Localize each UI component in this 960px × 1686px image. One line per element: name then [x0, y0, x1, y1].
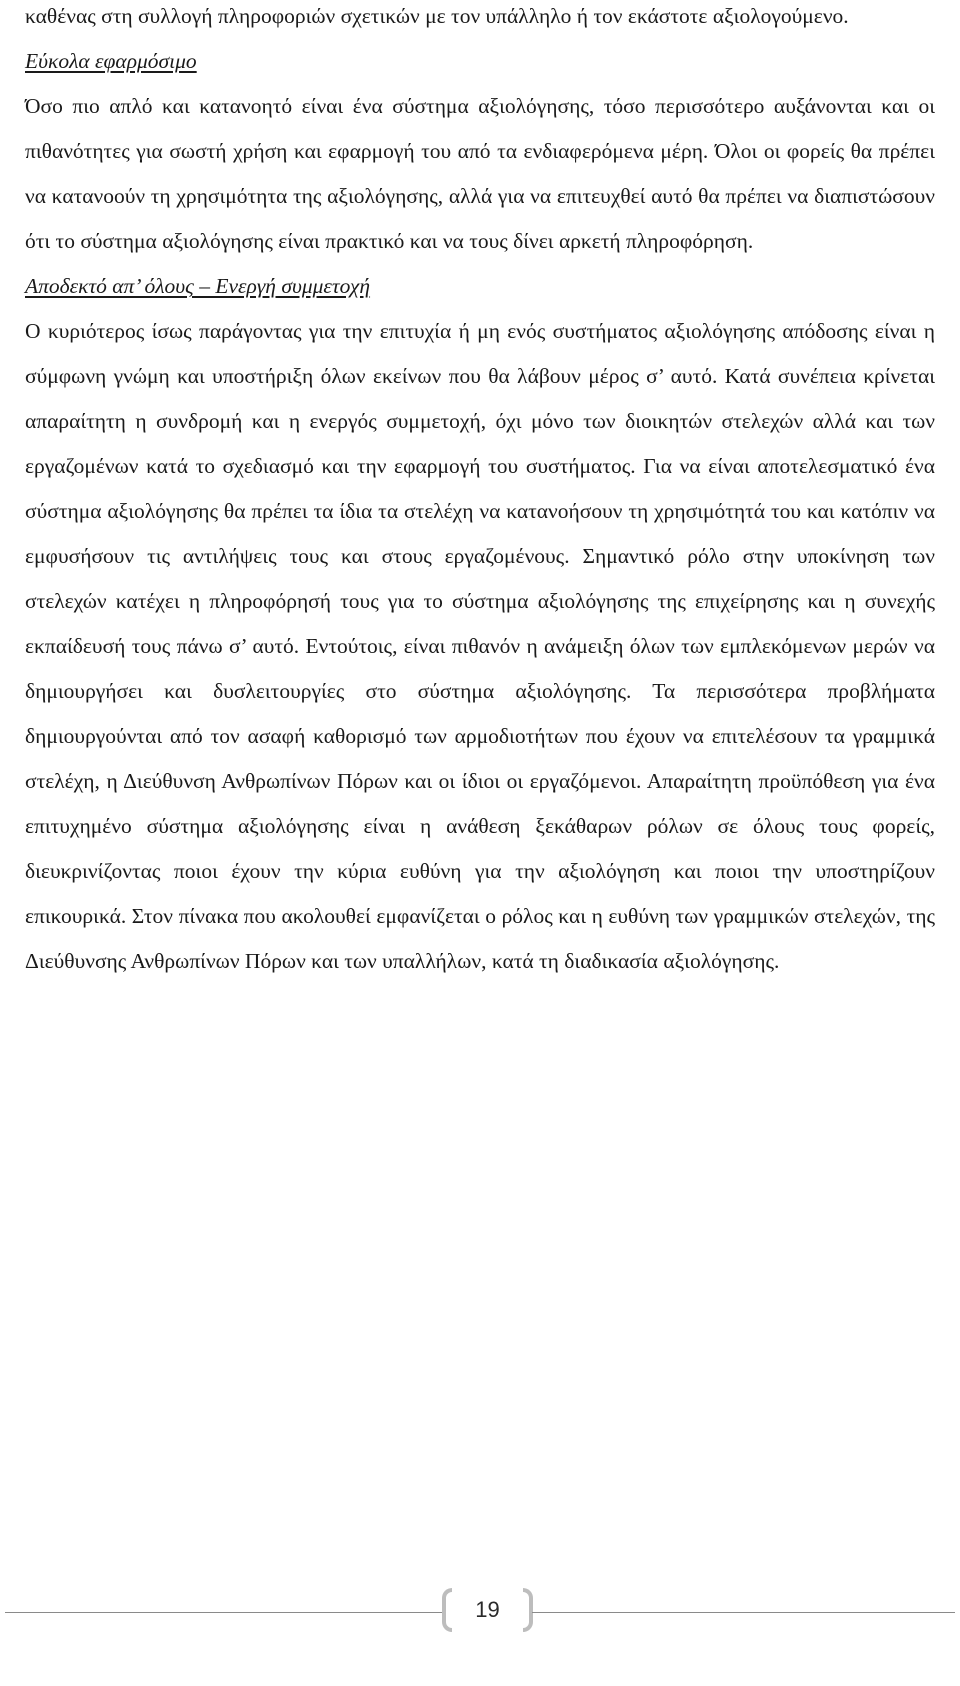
- right-bracket-icon: [523, 1588, 533, 1632]
- easy-to-apply-paragraph: Όσο πιο απλό και κατανοητό είναι ένα σύστημα αξιολόγησης, τόσο περισσότερο αυξάνονται και οι πιθανότητες για σωστή χρήση και εφαρμογή του από τα ενδιαφερόμενα μέρη. Όλοι οι φορείς θα πρέπει να κατανοούν τη χρησιμότητα της αξιολόγησης, αλλά για να επιτευχθεί αυτό θα πρέπει να διαπιστώσουν ότι το σύστημα αξιολόγησης είναι πρακτικό και να τους δίνει αρκετή πληροφόρηση.: [25, 94, 935, 253]
- left-bracket-icon: [442, 1588, 452, 1632]
- page-number: 19: [475, 1597, 500, 1622]
- footer-rule-left: [5, 1612, 442, 1613]
- document-page: [25, 0, 935, 984]
- heading-easy-to-apply: Εύκολα εφαρμόσιμο: [25, 49, 197, 73]
- footer-rule-right: [532, 1612, 955, 1613]
- accepted-by-all-paragraph: Ο κυριότερος ίσως παράγοντας για την επιτυχία ή μη ενός συστήματος αξιολόγησης απόδοσης είναι η σύμφωνη γνώμη και υποστήριξη όλων εκείνων που θα λάβουν μέρος σ’ αυτό. Κατά συνέπεια κρίνεται απαραίτητη η συνδρομή και η ενεργός συμμετοχή, όχι μόνο των διοικητών στελεχών αλλά και των εργαζομένων κατά το σχεδιασμό και την εφαρμογή του συστήματος. Για να είναι αποτελεσματικό ένα σύστημα αξιολόγησης θα πρέπει τα ίδια τα στελέχη να κατανοήσουν τη χρησιμότητά του και κατόπιν να εμφυσήσουν τις αντιλήψεις τους και στους εργαζομένους. Σημαντικό ρόλο στην υποκίνηση των στελεχών κατέχει η πληροφόρησή τους για το σύστημα αξιολόγησης της επιχείρησης και η συνεχής εκπαίδευσή τους πάνω σ’ αυτό. Εντούτοις, είναι πιθανόν η ανάμειξη όλων των εμπλεκόμενων μερών να δημιουργήσει και δυσλειτουργίες στο σύστημα αξιολόγησης. Τα περισσότερα προβλήματα δημιουργούνται από τον ασαφή καθορισμό των αρμοδιοτήτων που έχουν να επιτελέσουν τα γραμμικά στελέχη, η Διεύθυνση Ανθρωπίνων Πόρων και οι ίδιοι οι εργαζόμενοι. Απαραίτητη προϋπόθεση για ένα επιτυχημένο σύστημα αξιολόγησης είναι η ανάθεση ξεκάθαρων ρόλων σε όλους τους φορείς, διευκρινίζοντας ποιοι έχουν την κύρια ευθύνη για την αξιολόγηση και ποιοι την υποστηρίζουν επικουρικά. Στον πίνακα που ακολουθεί εμφανίζεται ο ρόλος και η ευθύνη των γραμμικών στελεχών, της Διεύθυνσης Ανθρωπίνων Πόρων και των υπαλλήλων, κατά τη διαδικασία αξιολόγησης.: [25, 319, 935, 973]
- page-footer: [0, 1580, 960, 1644]
- intro-paragraph: καθένας στη συλλογή πληροφοριών σχετικών με τον υπάλληλο ή τον εκάστοτε αξιολογούμενο.: [25, 4, 849, 28]
- heading-accepted-by-all: Αποδεκτό απ’ όλους – Ενεργή συμμετοχή: [25, 274, 371, 298]
